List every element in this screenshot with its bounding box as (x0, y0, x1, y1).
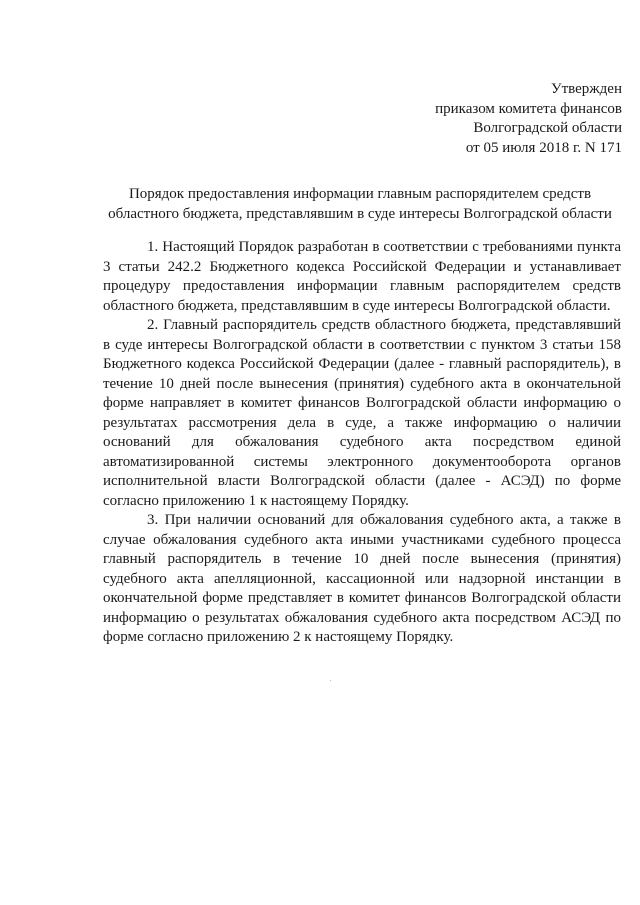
document-title-line-1: Порядок предоставления информации главным распорядителем средств (128, 186, 592, 202)
approval-line-region: Волгоградской области (473, 120, 622, 136)
document-title (100, 185, 620, 224)
paragraph-1: 1. Настоящий Порядок разработан в соответствии с требованиями пункта 3 статьи 242.2 Бюджетного кодекса Российской Федерации и устанавливает процедуру предоставления информации главным распорядителем средств областного бюджета, представлявшим в суде интересы Волгоградской области. (103, 239, 621, 314)
approval-line-approved: Утвержден (550, 81, 622, 97)
document-title-line-2: областного бюджета, представлявшим в суде интересы Волгоградской области (108, 205, 612, 222)
approval-block (435, 80, 622, 158)
approval-line-order: приказом комитета финансов (435, 100, 622, 117)
scan-speck (330, 680, 331, 681)
paragraph-2: 2. Главный распорядитель средств областного бюджета, представлявший в суде интересы Волгоградской области в соответствии с пунктом 3 статьи 158 Бюджетного кодекса Российской Федерации (далее - главный распорядитель), в течение 10 дней после вынесения (принятия) судебного акта в окончательной форме направляет в комитет финансов Волгоградской области информацию о результатах рассмотрения дела в суде, а также информацию о наличии оснований для обжалования судебного акта посредством единой автоматизированной системы электронного документооборота органов исполнительной власти Волгоградской области (далее - АСЭД) по форме согласно приложению 1 к настоящему Порядку. (103, 317, 621, 509)
approval-line-date-number: от 05 июля 2018 г. N 171 (465, 139, 622, 156)
document-body (103, 238, 621, 648)
paragraph-3: 3. При наличии оснований для обжалования судебного акта, а также в случае обжалования судебного акта иными участниками судебного процесса главный распорядитель в течение 10 дней после вынесения (принятия) судебного акта апелляционной, кассационной или надзорной инстанции в окончательной форме представляет в комитет финансов Волгоградской области информацию о результатах обжалования судебного акта посредством АСЭД по форме согласно приложению 2 к настоящему Порядку. (103, 512, 621, 645)
